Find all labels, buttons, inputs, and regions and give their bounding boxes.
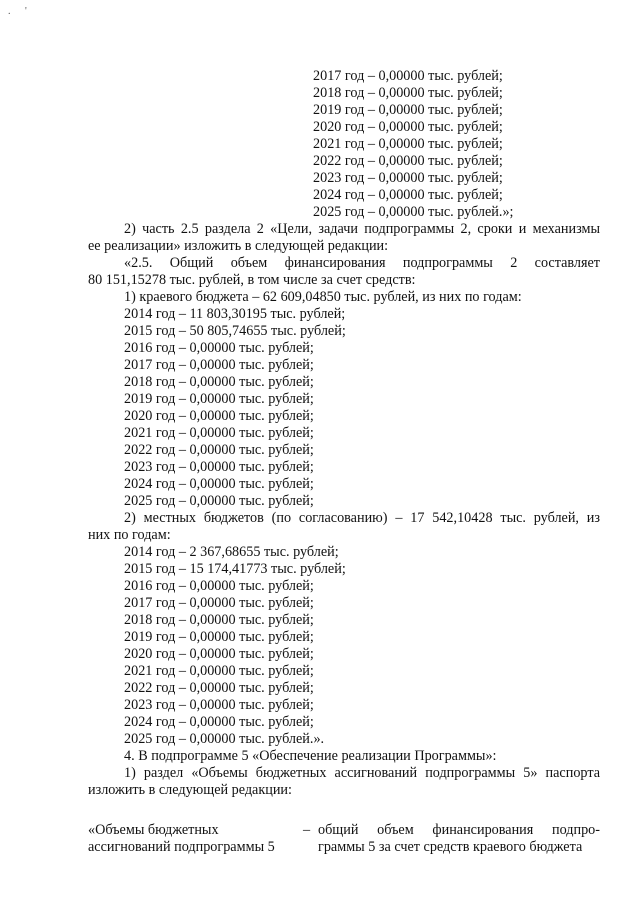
list-item: 2024 год – 0,00000 тыс. рублей; [313, 187, 503, 203]
paragraph-2-5-intro [88, 221, 600, 255]
paragraph-line: них по годам: [88, 527, 171, 543]
list-item: 2018 год – 0,00000 тыс. рублей; [313, 85, 503, 101]
list-item: 2024 год – 0,00000 тыс. рублей; [124, 476, 314, 492]
list-item: 2025 год – 0,00000 тыс. рублей.»; [313, 204, 514, 220]
table-cell-line: граммы 5 за счет средств краевого бюджета [318, 839, 583, 855]
list-item: 2014 год – 11 803,30195 тыс. рублей; [124, 306, 346, 322]
paragraph-line: 80 151,15278 тыс. рублей, в том числе за счет средств: [88, 272, 416, 288]
subprogram-5-heading: 4. В подпрограмме 5 «Обеспечение реализации Программы»: [124, 748, 497, 764]
paragraph-line: 2) местных бюджетов (по согласованию) – 17 542,10428 тыс. рублей, из [124, 510, 600, 526]
list-item: 2020 год – 0,00000 тыс. рублей; [124, 408, 314, 424]
paragraph-line: «2.5. Общий объем финансирования подпрограммы 2 составляет [124, 255, 600, 271]
paragraph-2-5-text [88, 255, 600, 289]
list-item: 2017 год – 0,00000 тыс. рублей; [313, 68, 503, 84]
list-item: 2014 год – 2 367,68655 тыс. рублей; [124, 544, 339, 560]
list-item: 2018 год – 0,00000 тыс. рублей; [124, 612, 314, 628]
list-item: 2016 год – 0,00000 тыс. рублей; [124, 578, 314, 594]
list-item: 2015 год – 15 174,41773 тыс. рублей; [124, 561, 346, 577]
local-budget-title [88, 510, 600, 544]
paragraph-line: изложить в следующей редакции: [88, 782, 292, 798]
list-item: 2017 год – 0,00000 тыс. рублей; [124, 357, 314, 373]
regional-budget-title: 1) краевого бюджета – 62 609,04850 тыс. рублей, из них по годам: [124, 289, 522, 305]
list-item: 2019 год – 0,00000 тыс. рублей; [124, 629, 314, 645]
subprogram-5-item [88, 765, 600, 799]
list-item: 2021 год – 0,00000 тыс. рублей; [313, 136, 503, 152]
list-item: 2025 год – 0,00000 тыс. рублей; [124, 493, 314, 509]
list-item: 2019 год – 0,00000 тыс. рублей; [124, 391, 314, 407]
list-item: 2024 год – 0,00000 тыс. рублей; [124, 714, 314, 730]
paragraph-line: 1) раздел «Объемы бюджетных ассигнований подпрограммы 5» паспорта [124, 765, 600, 781]
paragraph-line: ее реализации» изложить в следующей редакции: [88, 238, 389, 254]
list-item: 2022 год – 0,00000 тыс. рублей; [313, 153, 503, 169]
list-item: 2021 год – 0,00000 тыс. рублей; [124, 425, 314, 441]
paragraph-line: 2) часть 2.5 раздела 2 «Цели, задачи подпрограммы 2, сроки и механизмы [124, 221, 600, 237]
list-item: 2018 год – 0,00000 тыс. рублей; [124, 374, 314, 390]
table-cell-line: общий объем финансирования подпро- [318, 822, 600, 838]
list-item: 2017 год – 0,00000 тыс. рублей; [124, 595, 314, 611]
list-item: 2023 год – 0,00000 тыс. рублей; [313, 170, 503, 186]
list-item: 2023 год – 0,00000 тыс. рублей; [124, 697, 314, 713]
table-right-cell [318, 822, 600, 856]
list-item: 2020 год – 0,00000 тыс. рублей; [124, 646, 314, 662]
table-cell-line: «Объемы бюджетных [88, 822, 219, 838]
list-item: 2022 год – 0,00000 тыс. рублей; [124, 442, 314, 458]
list-item: 2021 год – 0,00000 тыс. рублей; [124, 663, 314, 679]
table-dash: – [303, 822, 311, 838]
list-item: 2016 год – 0,00000 тыс. рублей; [124, 340, 314, 356]
list-item: 2025 год – 0,00000 тыс. рублей.». [124, 731, 325, 747]
list-item: 2015 год – 50 805,74655 тыс. рублей; [124, 323, 346, 339]
list-item: 2022 год – 0,00000 тыс. рублей; [124, 680, 314, 696]
table-cell-line: ассигнований подпрограммы 5 [88, 839, 275, 855]
table-left-cell [88, 822, 303, 856]
corner-marks: . ' [8, 6, 33, 17]
list-item: 2020 год – 0,00000 тыс. рублей; [313, 119, 503, 135]
list-item: 2019 год – 0,00000 тыс. рублей; [313, 102, 503, 118]
list-item: 2023 год – 0,00000 тыс. рублей; [124, 459, 314, 475]
